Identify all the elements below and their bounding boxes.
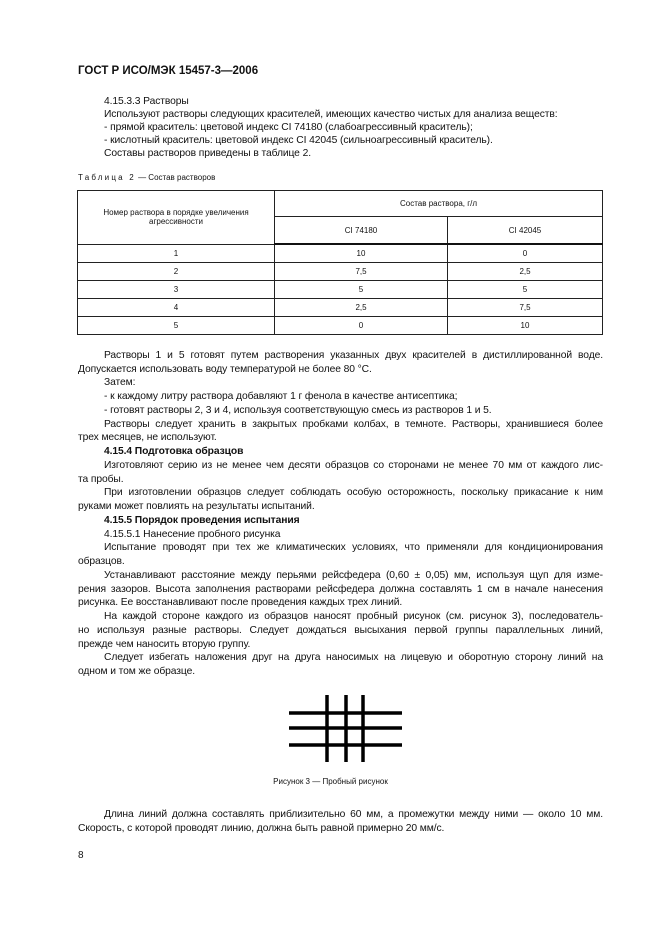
text-line: прежде чем наносить вторую группу.	[78, 638, 251, 650]
test-pattern-figure	[285, 692, 410, 767]
text-line: Скорость, с которой проводят линию, должна быть равной примерно 20 мм/с.	[78, 823, 445, 834]
text-line: Следует избегать наложения друг на друга наносимых на лицевую и оборотную сторону линий на	[104, 652, 603, 664]
table-row	[78, 244, 603, 263]
section-heading: 4.15.4 Подготовка образцов	[104, 446, 244, 458]
text-line: - прямой краситель: цветовой индекс CI 74180 (слабоагрессивный краситель);	[104, 122, 473, 133]
page-number: 8	[78, 850, 84, 861]
col-header-ci74180: CI 74180	[275, 217, 448, 245]
text-line: При изготовлении образцов следует соблюдать особую осторожность, поскольку прикасание к ним	[104, 487, 603, 499]
text-line: Допускается использовать воду температурой не более 80 °С.	[78, 363, 372, 375]
text-line: рения зазоров. Высота заполнения растворами рейсфедера должна составлять 1 см в начале нанесения	[78, 583, 603, 595]
text-line: но используя разные растворы. Следует дождаться высыхания первой группы параллельных линий,	[78, 624, 603, 636]
cell: 0	[275, 317, 448, 335]
cell: 5	[275, 281, 448, 299]
cell: 3	[78, 281, 275, 299]
cell: 7,5	[448, 299, 603, 317]
text-line: Устанавливают расстояние между перьями рейсфедера (0,60 ± 0,05) мм, используя щуп для изме-	[104, 569, 603, 581]
text-line: - кислотный краситель: цветовой индекс CI 42045 (сильноагрессивный краситель).	[104, 135, 493, 146]
text-line: На каждой стороне каждого из образцов наносят пробный рисунок (см. рисунок 3), последователь-	[104, 611, 603, 623]
text-line: та пробы.	[78, 473, 124, 485]
cell: 7,5	[275, 263, 448, 281]
text-line: Испытание проводят при тех же климатических условиях, что применяли для кондиционирования	[104, 542, 603, 554]
col-header-ci42045: CI 42045	[448, 217, 603, 245]
table-row	[78, 299, 603, 317]
solutions-table	[77, 190, 603, 335]
text-line: 4.15.5.1 Нанесение пробного рисунка	[104, 528, 281, 540]
table-row	[78, 281, 603, 299]
text-line: Длина линий должна составлять приблизительно 60 мм, а промежутки между ними — около 10 мм.	[104, 809, 603, 820]
cell: 0	[448, 244, 603, 263]
text-line: трех месяцев, не используют.	[78, 432, 217, 444]
text-line: Затем:	[104, 377, 136, 389]
table-row	[78, 263, 603, 281]
text-line: - готовят растворы 2, 3 и 4, используя соответствующую смесь из растворов 1 и 5.	[104, 404, 492, 416]
text-line: - к каждому литру раствора добавляют 1 г фенола в качестве антисептика;	[104, 391, 458, 403]
col-header-number: Номер раствора в порядке увеличения агрессивности	[78, 191, 275, 245]
table-caption-title: — Состав растворов	[138, 173, 216, 182]
text-line: образцов.	[78, 556, 125, 568]
text-line: Растворы 1 и 5 готовят путем растворения указанных двух красителей в дистиллированной воде.	[104, 350, 603, 361]
text-line: Растворы следует хранить в закрытых пробками колбах, в темноте. Растворы, хранившиеся более	[104, 418, 603, 430]
text-line: Составы растворов приведены в таблице 2.	[104, 148, 311, 159]
cell: 5	[78, 317, 275, 335]
cell: 2,5	[448, 263, 603, 281]
section-heading: 4.15.3.3 Растворы	[104, 96, 189, 107]
cell: 4	[78, 299, 275, 317]
cell: 10	[448, 317, 603, 335]
text-line: Используют растворы следующих красителей, имеющих качество чистых для анализа веществ:	[104, 109, 558, 120]
cell: 5	[448, 281, 603, 299]
table-row	[78, 317, 603, 335]
table-caption	[78, 173, 215, 182]
cell: 2,5	[275, 299, 448, 317]
text-line: рисунка. Ее восстанавливают после проведения каждых трех линий.	[78, 597, 403, 609]
cell: 1	[78, 244, 275, 263]
col-group-header: Состав раствора, г/л	[275, 191, 603, 217]
figure-caption: Рисунок 3 — Пробный рисунок	[273, 777, 388, 786]
text-line: руками может повлиять на результаты испытаний.	[78, 501, 315, 513]
table-caption-label: Таблица 2	[78, 173, 136, 182]
section-heading: 4.15.5 Порядок проведения испытания	[104, 514, 300, 526]
document-header: ГОСТ Р ИСО/МЭК 15457-3—2006	[78, 65, 259, 77]
text-line: Изготовляют серию из не менее чем десяти образцов со сторонами не менее 70 мм от каждого лис-	[104, 459, 603, 471]
cell: 2	[78, 263, 275, 281]
text-line: одном и том же образце.	[78, 666, 195, 678]
cell: 10	[275, 244, 448, 263]
